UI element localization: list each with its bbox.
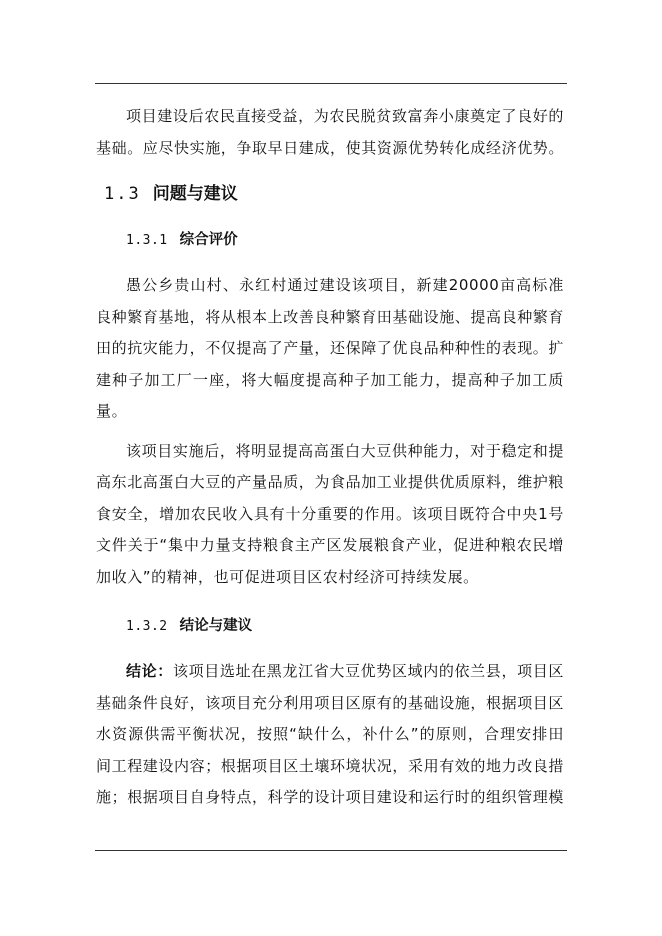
section-number: 1.3 xyxy=(104,184,141,204)
paragraph-evaluation-1: 愚公乡贵山村、永红村通过建设该项目，新建20000亩高标准良种繁育基地，将从根本上改善良种繁育田基础设施、提高良种繁育田的抗灾能力，不仅提高了产量，还保障了优良品种种性的表现。扩建种子加工厂一座，将大幅度提高种子加工能力，提高种子加工质量。 xyxy=(96,276,565,420)
header-rule xyxy=(95,83,567,84)
footer-rule xyxy=(95,850,567,851)
section-title: 问题与建议 xyxy=(152,184,238,204)
subsection-heading-1-3-1 xyxy=(126,229,564,252)
subsection-title: 结论与建议 xyxy=(179,618,253,634)
subsection-heading-1-3-2 xyxy=(126,615,564,638)
conclusion-label: 结论： xyxy=(126,662,173,680)
subsection-number: 1.3.1 xyxy=(126,233,168,248)
conclusion-text: 该项目选址在黑龙江省大豆优势区域内的依兰县，项目区基础条件良好，该项目充分利用项目区原有的基础设施，根据项目区水资源供需平衡状况，按照“缺什么，补什么”的原则，合理安排田间工程建设内容；根据项目区土壤环境状况，采用有效的地力改良措施；根据项目自身特点，科学的设计项目建设和运行时的组织管理模 xyxy=(96,662,565,806)
paragraph-benefit: 项目建设后农民直接受益，为农民脱贫致富奔小康奠定了良好的基础。应尽快实施，争取早日建成，使其资源优势转化成经济优势。 xyxy=(96,107,565,157)
document-body xyxy=(96,101,564,814)
section-heading-1-3 xyxy=(104,181,564,207)
paragraph-conclusion xyxy=(96,656,564,814)
paragraph-evaluation-2: 该项目实施后，将明显提高高蛋白大豆供种能力，对于稳定和提高东北高蛋白大豆的产量品质，为食品加工业提供优质原料，维护粮食安全，增加农民收入具有十分重要的作用。该项目既符合中央1号文件关于“集中力量支持粮食主产区发展粮食产业，促进种粮农民增加收入”的精神，也可促进项目区农村经济可持续发展。 xyxy=(96,441,565,586)
subsection-title: 综合评价 xyxy=(179,232,238,248)
subsection-number: 1.3.2 xyxy=(126,619,168,634)
